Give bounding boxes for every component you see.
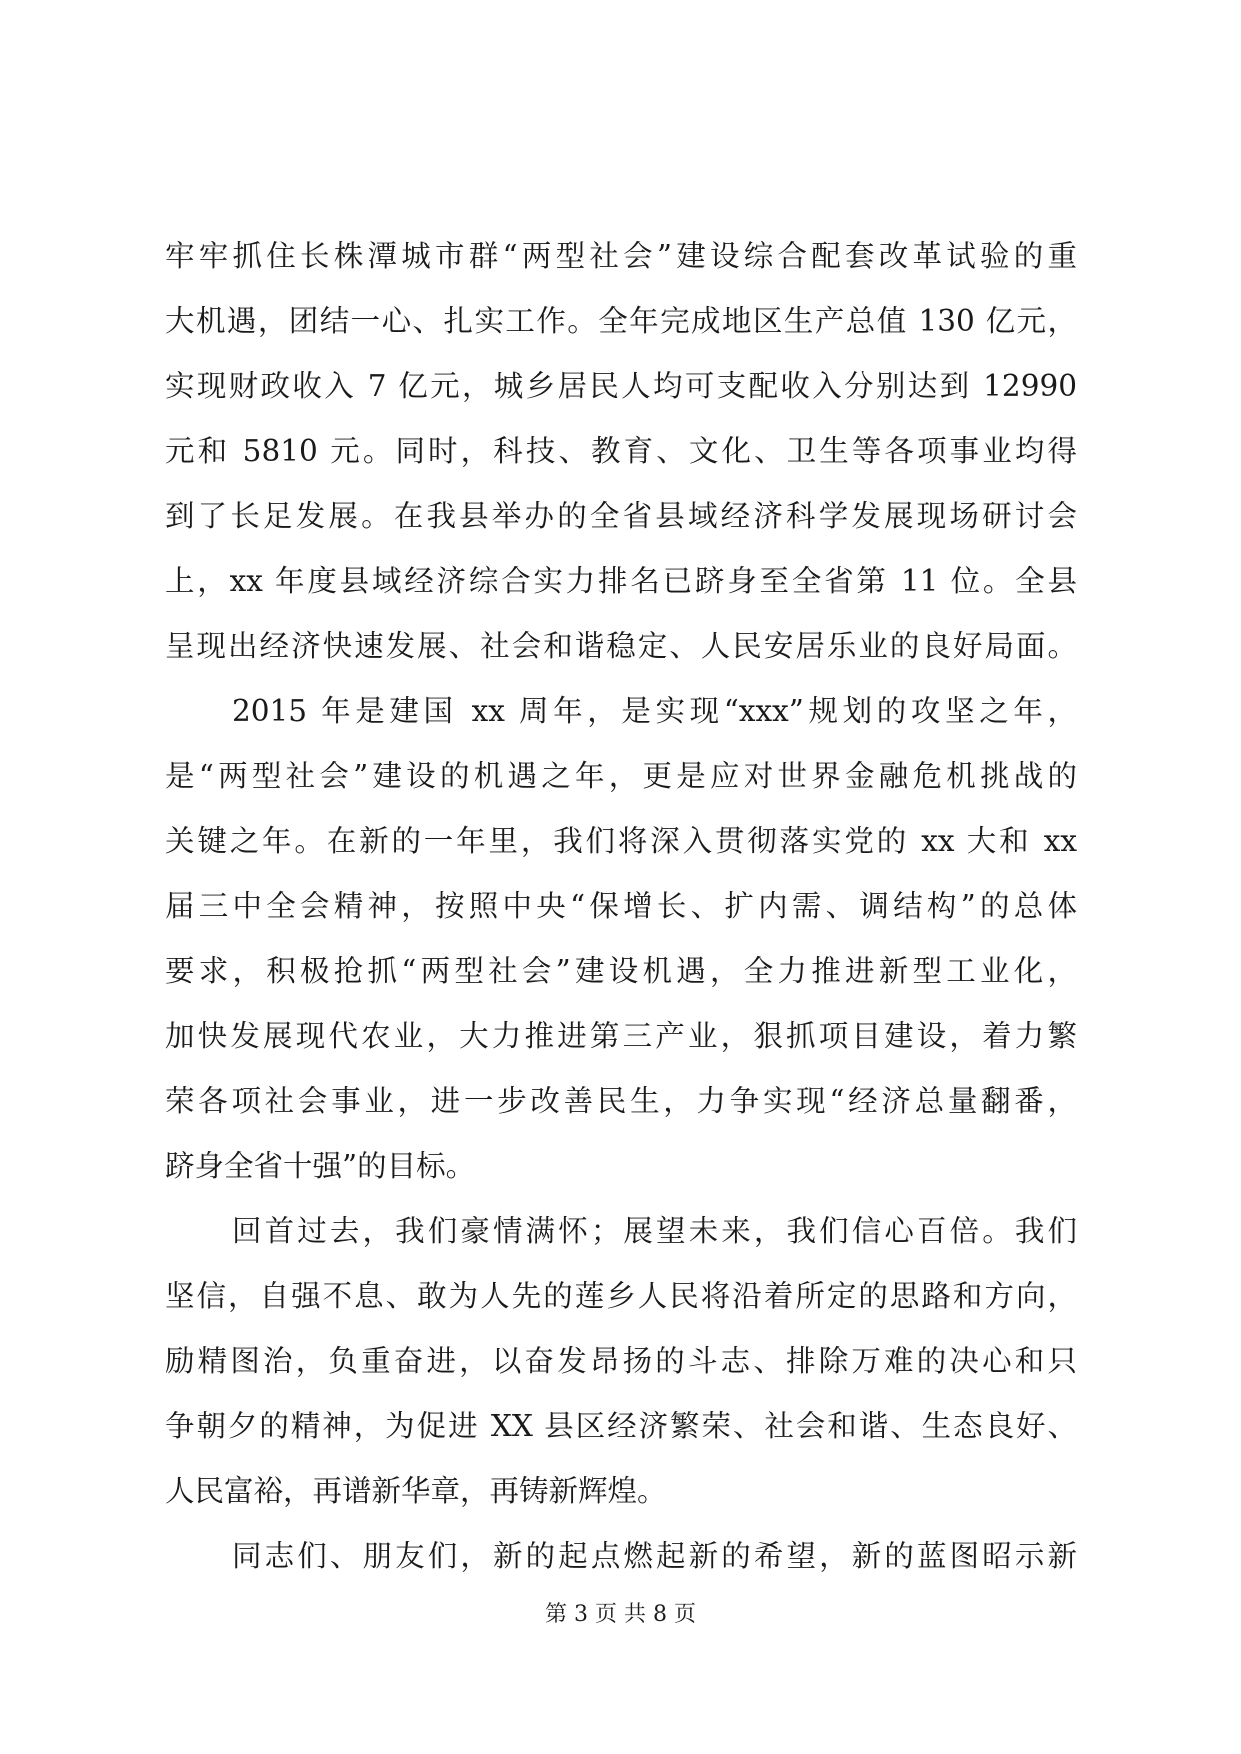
text-line: 上，xx 年度县域经济综合实力排名已跻身至全省第 11 位。全县: [165, 564, 1077, 598]
paragraph-last-line: 跻身全省十强”的目标。: [165, 1149, 476, 1183]
text-line: 争朝夕的精神，为促进 XX 县区经济繁荣、社会和谐、生态良好、: [165, 1409, 1077, 1443]
text-line: 呈现出经济快速发展、社会和谐稳定、人民安居乐业的良好局面。: [165, 629, 1077, 663]
paragraph-first-line: 2015 年是建国 xx 周年，是实现“xxx”规划的攻坚之年，: [232, 694, 1077, 728]
text-line: 牢牢抓住长株潭城市群“两型社会”建设综合配套改革试验的重: [165, 239, 1077, 273]
paragraph-first-line: 同志们、朋友们，新的起点燃起新的希望，新的蓝图昭示新: [232, 1539, 1077, 1573]
text-line: 实现财政收入 7 亿元，城乡居民人均可支配收入分别达到 12990: [165, 369, 1077, 403]
text-line: 荣各项社会事业，进一步改善民生，力争实现“经济总量翻番，: [165, 1084, 1077, 1118]
page-number-footer: 第 3 页 共 8 页: [545, 1602, 696, 1627]
text-line: 关键之年。在新的一年里，我们将深入贯彻落实党的 xx 大和 xx: [165, 824, 1077, 858]
text-line: 要求，积极抢抓“两型社会”建设机遇，全力推进新型工业化，: [165, 954, 1077, 988]
text-line: 大机遇，团结一心、扎实工作。全年完成地区生产总值 130 亿元，: [165, 304, 1077, 338]
text-line: 届三中全会精神，按照中央“保增长、扩内需、调结构”的总体: [165, 889, 1077, 923]
text-line: 元和 5810 元。同时，科技、教育、文化、卫生等各项事业均得: [165, 434, 1077, 468]
text-line: 到了长足发展。在我县举办的全省县域经济科学发展现场研讨会: [165, 499, 1077, 533]
text-line: 是“两型社会”建设的机遇之年，更是应对世界金融危机挑战的: [165, 759, 1077, 793]
paragraph-first-line: 回首过去，我们豪情满怀；展望未来，我们信心百倍。我们: [232, 1214, 1077, 1248]
text-line: 坚信，自强不息、敢为人先的莲乡人民将沿着所定的思路和方向，: [165, 1279, 1077, 1313]
text-line: 加快发展现代农业，大力推进第三产业，狠抓项目建设，着力繁: [165, 1019, 1077, 1053]
paragraph-last-line: 人民富裕，再谱新华章，再铸新辉煌。: [165, 1474, 667, 1508]
text-line: 励精图治，负重奋进，以奋发昂扬的斗志、排除万难的决心和只: [165, 1344, 1077, 1378]
body-text: [165, 224, 1077, 1589]
